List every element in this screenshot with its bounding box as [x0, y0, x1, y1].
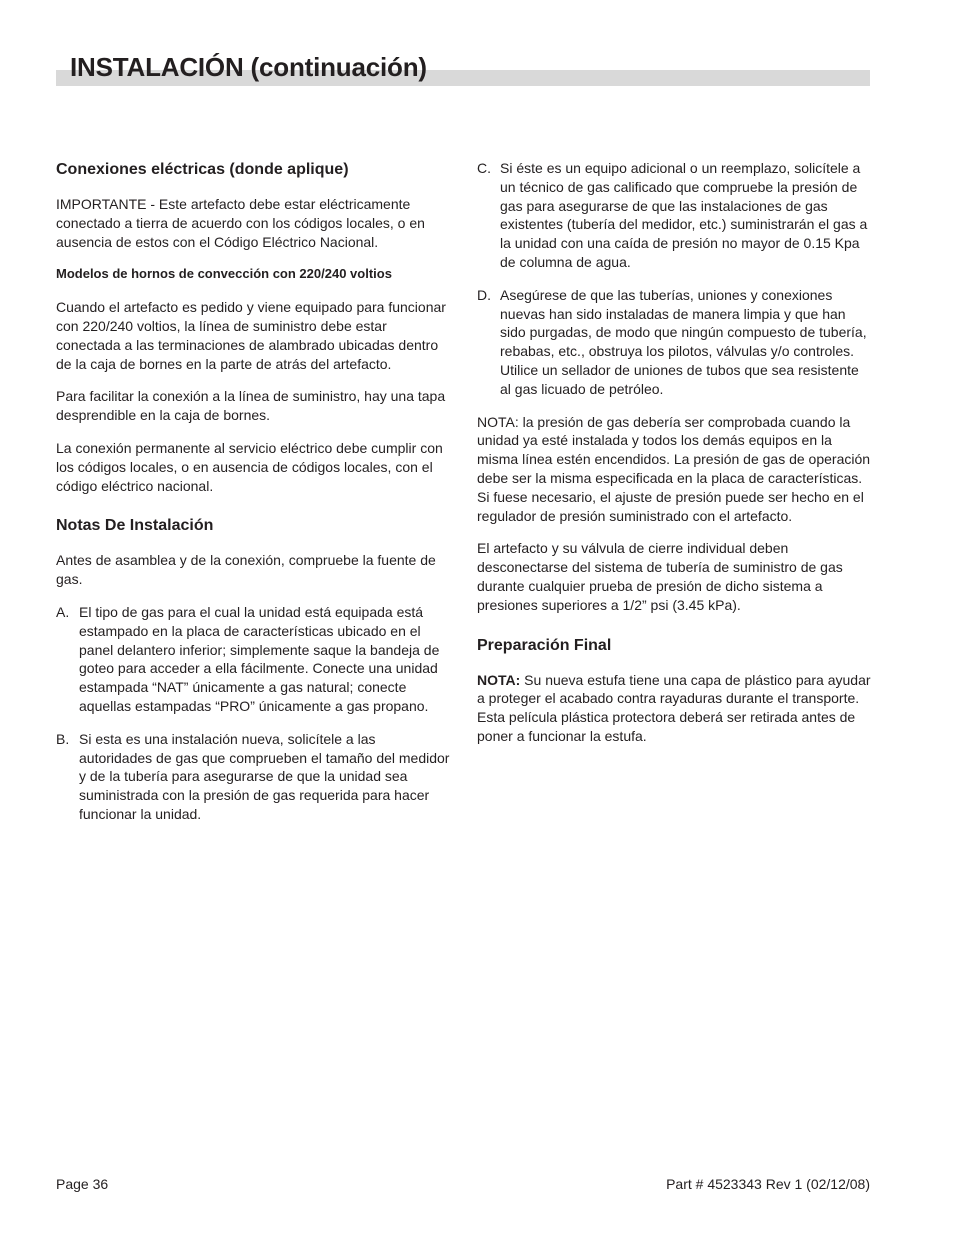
section-heading-electrical: Conexiones eléctricas (donde aplique) — [56, 161, 349, 178]
section-heading-installation-notes: Notas De Instalación — [56, 517, 214, 535]
list-marker: B. — [56, 730, 70, 747]
list-item — [56, 730, 450, 824]
list-item-text: Si éste es un equipo adicional o un reemplazo, solicítele a un técnico de gas calificado que compruebe la presión de gas para asegurarse de que las instalaciones de gas existentes (tubería del medidor, etc.) suministrarán el gas a la unidad con una caída de presión no mayor de 0.15 Kpa de columna de agua. — [500, 160, 868, 270]
list-marker: A. — [56, 603, 70, 620]
list-item — [477, 159, 871, 272]
shutoff-valve-paragraph: El artefacto y su válvula de cierre individual deben desconectarse del sistema de tubería de suministro de gas durante cualquier prueba de presión de dicho sistema a presiones superiores a 1/2” psi (3.45 kPa). — [477, 540, 843, 613]
supply-line-paragraph: Cuando el artefacto es pedido y viene equipado para funcionar con 220/240 voltios, la línea de suministro debe estar conectada a las terminaciones de alambrado ubicadas dentro de la caja de bornes en la parte de atrás del artefacto. — [56, 299, 446, 372]
final-note-text: Su nueva estufa tiene una capa de plástico para ayudar a proteger el acabado contra rayaduras durante el transporte. Esta película plástica protectora deberá ser retirada antes de poner a funcionar la estufa. — [477, 671, 871, 744]
list-item — [477, 286, 871, 399]
page-number: Page 36 — [56, 1176, 109, 1192]
left-column — [56, 159, 450, 838]
page-title: INSTALACIÓN (continuación) — [70, 52, 427, 82]
subheading-convection-models: Modelos de hornos de convección con 220/240 voltios — [56, 266, 392, 282]
final-note-paragraph — [477, 671, 871, 746]
note-label: NOTA: — [477, 671, 521, 688]
list-item-text: Si esta es una instalación nueva, solicítele a las autoridades de gas que comprueben el tamaño del medidor y de la tubería para asegurarse de que la unidad sea suministrada con la presión de gas requerida para hacer funcionar la unidad. — [79, 730, 450, 822]
right-column — [477, 159, 871, 760]
list-item-text: El tipo de gas para el cual la unidad está equipada está estampado en la placa de características ubicado en el panel delantero inferior; simplemente saque la bandeja de goteo para acceder a ella fácilmente. Conecte una unidad estampada “NAT” únicamente a gas natural; conecte aquellas estampadas “PRO” únicamente a gas propano. — [79, 603, 440, 714]
part-number: Part # 4523343 Rev 1 (02/12/08) — [666, 1176, 870, 1192]
list-marker: D. — [477, 286, 491, 303]
list-item — [56, 603, 450, 716]
gas-check-paragraph: Antes de asamblea y de la conexión, compruebe la fuente de gas. — [56, 552, 436, 588]
important-paragraph: IMPORTANTE - Este artefacto debe estar eléctricamente conectado a tierra de acuerdo con los códigos locales, o en ausencia de estos con el Código Eléctrico Nacional. — [56, 196, 425, 250]
section-heading-final-preparation: Preparación Final — [477, 636, 612, 654]
list-marker: C. — [477, 160, 491, 176]
list-item-text: Asegúrese de que las tuberías, uniones y conexiones nuevas han sido instaladas de manera limpia y que han sido purgadas, de modo que ningún compuesto de tubería, rebabas, etc., obstruya los pilotos, válvulas y/o controles. Utilice un sellador de uniones de tubos que sea resistente al gas licuado de petróleo. — [500, 286, 867, 397]
gas-pressure-note: NOTA: la presión de gas debería ser comprobada cuando la unidad ya esté instalada y todos los demás equipos en la misma línea estén encendidos. La presión de gas de operación debe ser la misma especificada en la placa de características. Si fuese necesario, el ajuste de presión puede ser hecho en el regulador de presión suministrado con el artefacto. — [477, 413, 871, 524]
knockout-paragraph: Para facilitar la conexión a la línea de suministro, hay una tapa desprendible en la caja de bornes. — [56, 388, 446, 424]
permanent-connection-paragraph: La conexión permanente al servicio eléctrico debe cumplir con los códigos locales, o en ausencia de códigos locales, con el código eléctrico nacional. — [56, 439, 443, 494]
